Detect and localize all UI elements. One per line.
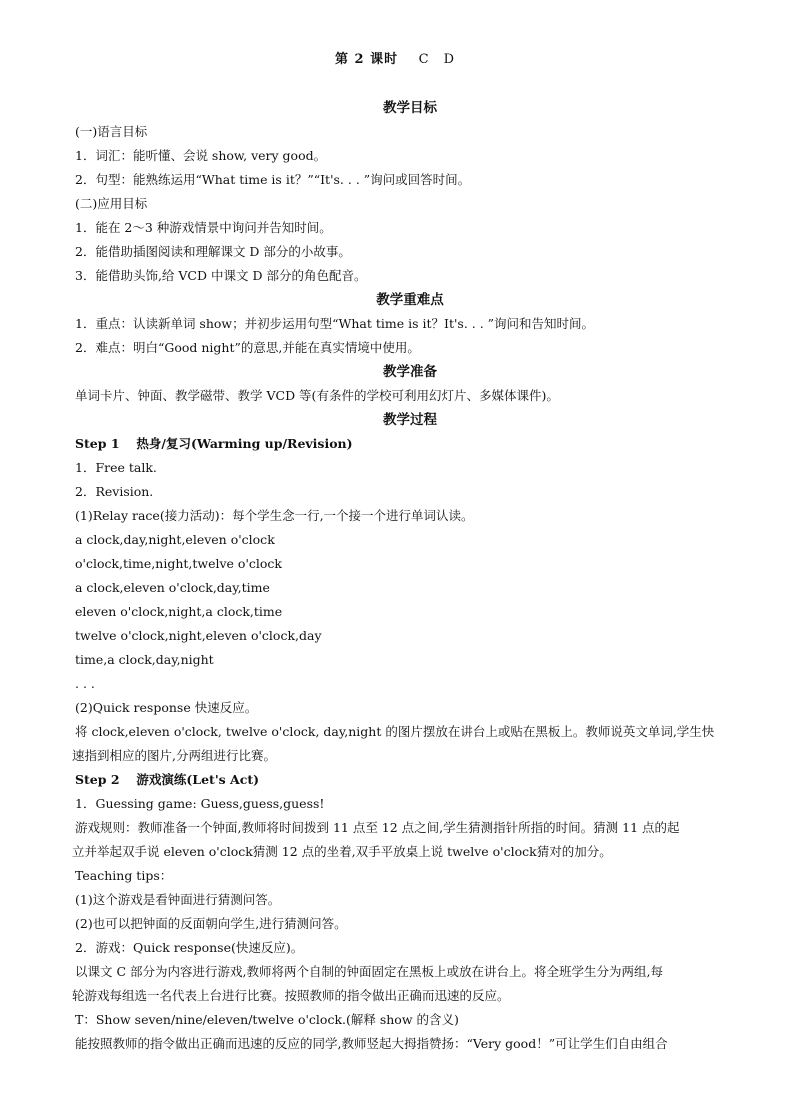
word-row: o'clock,time,night,twelve o'clock bbox=[75, 556, 282, 571]
lesson-label: 第 2 课时 bbox=[334, 52, 399, 67]
page-header bbox=[0, 48, 790, 67]
section-title-key-points: 教学重难点 bbox=[376, 292, 444, 308]
lesson-parts: C D bbox=[418, 52, 455, 67]
paragraph: 游戏规则：教师准备一个钟面,教师将时间拨到 11 点至 12 点之间,学生猜测指针所指的时间。猜测 11 点的起 bbox=[75, 820, 680, 835]
objective-line: (一)语言目标 bbox=[75, 124, 148, 139]
word-row: twelve o'clock,night,eleven o'clock,day bbox=[75, 628, 322, 643]
paragraph: (1)这个游戏是看钟面进行猜测问答。 bbox=[75, 892, 281, 907]
paragraph: 速指到相应的图片,分两组进行比赛。 bbox=[72, 748, 276, 763]
paragraph: 将 clock,eleven o'clock, twelve o'clock, day,night 的图片摆放在讲台上或贴在黑板上。教师说英文单词,学生快 bbox=[75, 724, 715, 739]
preparation-line: 单词卡片、钟面、教学磁带、教学 VCD 等(有条件的学校可利用幻灯片、多媒体课件)。 bbox=[75, 388, 559, 403]
word-row: . . . bbox=[75, 676, 95, 691]
paragraph: Teaching tips： bbox=[75, 868, 173, 883]
paragraph: 1．Guessing game: Guess,guess,guess! bbox=[75, 796, 325, 811]
paragraph: T：Show seven/nine/eleven/twelve o'clock.(解释 show 的含义) bbox=[75, 1012, 459, 1027]
objective-line: (二)应用目标 bbox=[75, 196, 148, 211]
paragraph: 以课文 C 部分为内容进行游戏,教师将两个自制的钟面固定在黑板上或放在讲台上。将全班学生分为两组,每 bbox=[75, 964, 663, 979]
paragraph: (2)Quick response 快速反应。 bbox=[75, 700, 258, 715]
paragraph: 2．游戏：Quick response(快速反应)。 bbox=[75, 940, 304, 955]
document-body bbox=[72, 96, 745, 1056]
paragraph: (1)Relay race(接力活动)：每个学生念一行,一个接一个进行单词认读。 bbox=[75, 508, 474, 523]
word-row: a clock,eleven o'clock,day,time bbox=[75, 580, 270, 595]
section-title-preparation: 教学准备 bbox=[383, 364, 437, 380]
key-point-line: 1．重点：认读新单词 show；并初步运用句型“What time is it？It's. . . ”询问和告知时间。 bbox=[75, 316, 595, 331]
step-2-heading: Step 2 游戏演练(Let's Act) bbox=[75, 772, 260, 787]
paragraph: 1．Free talk. bbox=[75, 460, 157, 475]
step-1-heading: Step 1 热身/复习(Warming up/Revision) bbox=[75, 436, 353, 451]
objective-line: 2．能借助插图阅读和理解课文 D 部分的小故事。 bbox=[75, 244, 351, 259]
objective-line: 2．句型：能熟练运用“What time is it？”“It's. . . ”询问或回答时间。 bbox=[75, 172, 471, 187]
paragraph: 轮游戏每组选一名代表上台进行比赛。按照教师的指令做出正确而迅速的反应。 bbox=[72, 988, 510, 1003]
key-point-line: 2．难点：明白“Good night”的意思,并能在真实情境中使用。 bbox=[75, 340, 420, 355]
objective-line: 1．能在 2～3 种游戏情景中询问并告知时间。 bbox=[75, 220, 332, 235]
section-title-process: 教学过程 bbox=[383, 412, 437, 428]
word-row: a clock,day,night,eleven o'clock bbox=[75, 532, 275, 547]
paragraph: 立并举起双手说 eleven o'clock猜测 12 点的坐着,双手平放桌上说 twelve o'clock猜对的加分。 bbox=[72, 844, 612, 859]
paragraph: 能按照教师的指令做出正确而迅速的反应的同学,教师竖起大拇指赞扬：“Very good！”可让学生们自由组合 bbox=[75, 1036, 668, 1051]
objective-line: 3．能借助头饰,给 VCD 中课文 D 部分的角色配音。 bbox=[75, 268, 367, 283]
objective-line: 1．词汇：能听懂、会说 show, very good。 bbox=[75, 148, 327, 163]
word-row: time,a clock,day,night bbox=[75, 652, 214, 667]
word-row: eleven o'clock,night,a clock,time bbox=[75, 604, 283, 619]
paragraph: (2)也可以把钟面的反面朝向学生,进行猜测问答。 bbox=[75, 916, 347, 931]
paragraph: 2．Revision. bbox=[75, 484, 154, 499]
section-title-objectives: 教学目标 bbox=[383, 100, 437, 116]
